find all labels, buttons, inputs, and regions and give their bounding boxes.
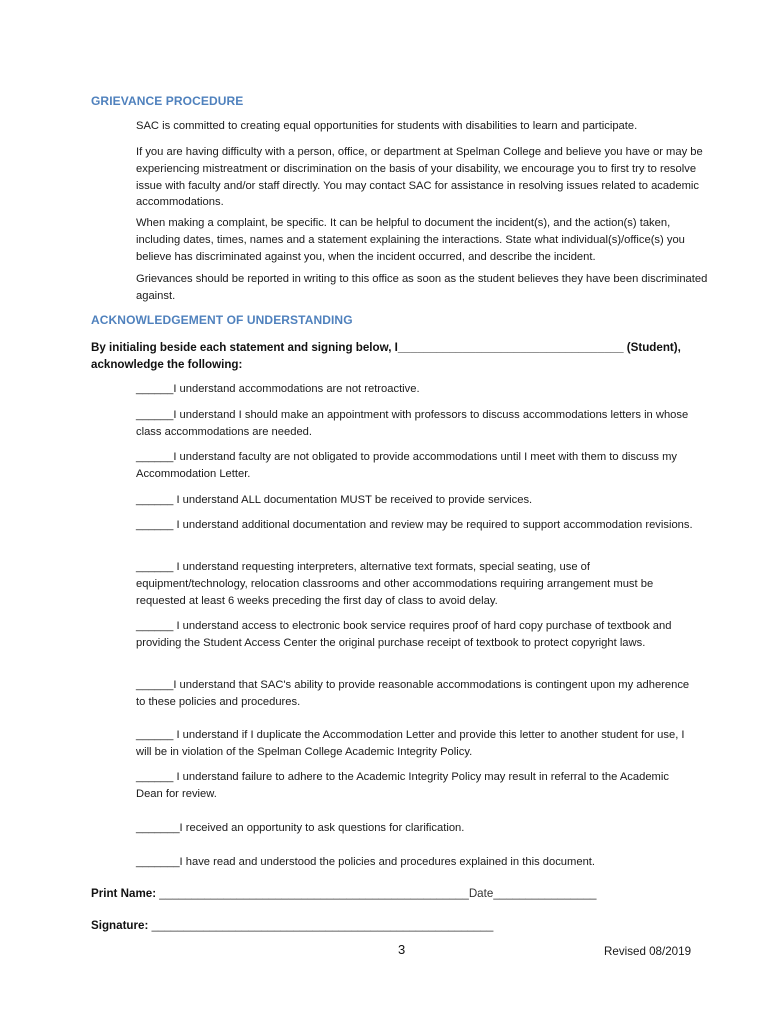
print-name-label: Print Name: xyxy=(91,887,157,900)
grievance-heading: GRIEVANCE PROCEDURE xyxy=(91,94,244,108)
print-name-row xyxy=(91,887,596,900)
grievance-paragraph: SAC is committed to creating equal opportunities for students with disabilities to learn and participate. xyxy=(136,120,638,132)
revision-date: Revised 08/2019 xyxy=(604,945,692,958)
acknowledgement-item: ______I understand that SAC's ability to provide reasonable accommodations is contingent upon my adherence to these policies and procedures. xyxy=(136,679,690,708)
acknowledgement-item: ______ I understand ALL documentation MUST be received to provide services. xyxy=(136,494,533,506)
acknowledgement-item: _______I have read and understood the policies and procedures explained in this document. xyxy=(136,856,596,868)
acknowledgement-item: ______ I understand if I duplicate the Accommodation Letter and provide this letter to another student for use, I will be in violation of the Spelman College Academic Integrity Policy. xyxy=(136,729,685,758)
signature-row xyxy=(91,919,493,932)
grievance-paragraph: If you are having difficulty with a person, office, or department at Spelman College and believe you have or may be experiencing mistreatment or discrimination on the basis of your disability, we encourage you to first try to resolve issue with faculty and/or staff directly. You may contact SAC for assistance in resolving issues related to academic accommodations. xyxy=(136,146,703,209)
page-number: 3 xyxy=(398,942,406,957)
acknowledgement-item: ______ I understand failure to adhere to the Academic Integrity Policy may result in referral to the Academic Dean for review. xyxy=(136,771,669,800)
acknowledgement-intro: By initialing beside each statement and signing below, I___________________________________ (Student), acknowledge the following: xyxy=(91,341,681,371)
date-field[interactable]: ________________ xyxy=(493,887,597,900)
acknowledgement-item: ______I understand I should make an appointment with professors to discuss accommodations letters in whose class accommodations are needed. xyxy=(136,409,689,438)
print-name-field[interactable]: ________________________________________________ xyxy=(156,887,469,900)
signature-label: Signature: xyxy=(91,919,149,932)
acknowledgement-item: ______ I understand additional documentation and review may be required to support accommodation revisions. xyxy=(136,519,693,531)
acknowledgement-item: ______I understand faculty are not obligated to provide accommodations until I meet with them to discuss my Accommodation Letter. xyxy=(136,451,678,480)
acknowledgement-item: _______I received an opportunity to ask questions for clarification. xyxy=(136,822,465,834)
grievance-paragraph: Grievances should be reported in writing to this office as soon as the student believes they have been discriminated against. xyxy=(136,273,708,302)
grievance-paragraph: When making a complaint, be specific. It can be helpful to document the incident(s), and the action(s) taken, including dates, times, names and a statement explaining the interactions. State what individual(s)/office(s) you believe has discriminated against you, when the incident occurred, and describe the incident. xyxy=(136,217,685,263)
acknowledgement-item: ______ I understand requesting interpreters, alternative text formats, special seating, use of equipment/technology, relocation classrooms and other accommodations requiring arrangement must be requested at least 6 weeks preceding the first day of class to avoid delay. xyxy=(136,561,654,607)
acknowledgement-heading: ACKNOWLEDGEMENT OF UNDERSTANDING xyxy=(91,313,353,327)
signature-field[interactable]: _____________________________________________________ xyxy=(148,919,494,932)
date-label: Date xyxy=(468,887,494,900)
acknowledgement-item: ______I understand accommodations are not retroactive. xyxy=(136,383,420,395)
acknowledgement-item: ______ I understand access to electronic book service requires proof of hard copy purchase of textbook and providing the Student Access Center the original purchase receipt of textbook to protect copyright laws. xyxy=(136,620,672,649)
